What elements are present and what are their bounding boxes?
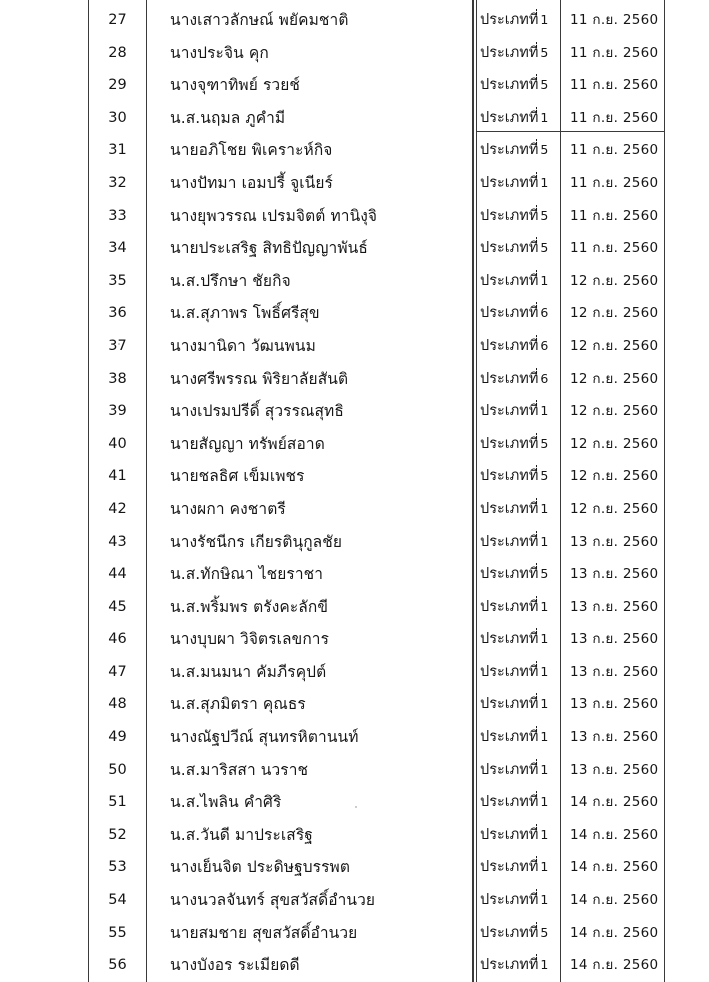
date-cell: 12 ก.ย. 2560 — [570, 468, 659, 485]
category-number: 1 — [540, 794, 549, 810]
date-cell: 12 ก.ย. 2560 — [570, 305, 659, 322]
table-row — [0, 428, 709, 461]
category-number: 1 — [540, 533, 549, 549]
category-label: ประเภทที่ — [480, 566, 539, 583]
row-number: 30 — [108, 109, 127, 126]
date-cell: 13 ก.ย. 2560 — [570, 729, 659, 746]
category-label: ประเภทที่ — [480, 44, 539, 61]
date-cell: 13 ก.ย. 2560 — [570, 533, 659, 550]
row-number: 49 — [108, 729, 127, 746]
registration-table — [0, 4, 709, 982]
category-cell — [480, 105, 548, 131]
category-label: ประเภทที่ — [480, 109, 539, 126]
date-cell: 13 ก.ย. 2560 — [570, 696, 659, 713]
table-row — [0, 819, 709, 852]
category-cell — [480, 952, 548, 978]
category-label: ประเภทที่ — [480, 826, 539, 843]
category-cell — [480, 333, 548, 359]
row-number: 35 — [108, 272, 127, 289]
category-number: 1 — [540, 761, 549, 777]
category-label: ประเภทที่ — [480, 77, 539, 94]
table-row — [0, 558, 709, 591]
date-cell: 13 ก.ย. 2560 — [570, 566, 659, 583]
table-row — [0, 232, 709, 265]
date-cell: 14 ก.ย. 2560 — [570, 794, 659, 811]
category-cell — [480, 626, 548, 652]
person-name: น.ส.ทักษิณา ไชยราชา — [170, 565, 324, 584]
category-cell — [480, 854, 548, 880]
date-cell: 12 ก.ย. 2560 — [570, 370, 659, 387]
category-label: ประเภทที่ — [480, 533, 539, 550]
category-cell — [480, 300, 548, 326]
person-name: นายอภิโชย พิเคราะห์กิจ — [170, 141, 333, 160]
date-cell: 11 ก.ย. 2560 — [570, 142, 659, 159]
row-number: 38 — [108, 370, 127, 387]
table-row — [0, 460, 709, 493]
date-cell: 11 ก.ย. 2560 — [570, 77, 659, 94]
category-cell — [480, 72, 548, 98]
category-cell — [480, 366, 548, 392]
category-cell — [480, 40, 548, 66]
table-row — [0, 330, 709, 363]
row-number: 36 — [108, 305, 127, 322]
row-number: 31 — [108, 142, 127, 159]
category-number: 1 — [540, 12, 549, 27]
person-name: นางรัชนีกร เกียรตินุกูลชัย — [170, 532, 343, 551]
row-number: 39 — [108, 403, 127, 420]
category-cell — [480, 268, 548, 294]
category-number: 1 — [540, 859, 549, 875]
person-name: นายสมชาย สุขสวัสดิ์อำนวย — [170, 923, 358, 942]
category-number: 1 — [540, 663, 549, 679]
category-cell — [480, 7, 548, 33]
category-number: 1 — [540, 500, 549, 516]
date-cell: 11 ก.ย. 2560 — [570, 12, 659, 28]
person-name: นายสัญญา ทรัพย์สอาด — [170, 434, 325, 453]
table-row — [0, 623, 709, 656]
category-cell — [480, 561, 548, 587]
category-cell — [480, 137, 548, 163]
row-number: 41 — [108, 468, 127, 485]
person-name: น.ส.พริ้มพร ตรังคะลักขี — [170, 597, 329, 616]
category-number: 1 — [540, 174, 549, 190]
category-cell — [480, 431, 548, 457]
person-name: นางปัทมา เอมปรี้ จูเนียร์ — [170, 173, 333, 192]
person-name: น.ส.วันดี มาประเสริฐ — [170, 825, 313, 844]
person-name: น.ส.มาริสสา นวราช — [170, 760, 309, 779]
table-row — [0, 493, 709, 526]
category-label: ประเภทที่ — [480, 174, 539, 191]
date-cell: 13 ก.ย. 2560 — [570, 761, 659, 778]
category-number: 1 — [540, 729, 549, 745]
category-number: 5 — [540, 435, 549, 451]
row-number: 43 — [108, 533, 127, 550]
category-cell — [480, 887, 548, 913]
date-cell: 11 ก.ย. 2560 — [570, 240, 659, 257]
row-number: 51 — [108, 794, 127, 811]
category-label: ประเภทที่ — [480, 696, 539, 713]
category-cell — [480, 463, 548, 489]
category-label: ประเภทที่ — [480, 500, 539, 517]
category-label: ประเภทที่ — [480, 924, 539, 941]
table-row — [0, 265, 709, 298]
table-row — [0, 721, 709, 754]
table-row — [0, 363, 709, 396]
category-label: ประเภทที่ — [480, 598, 539, 615]
category-cell — [480, 594, 548, 620]
category-label: ประเภทที่ — [480, 370, 539, 387]
date-cell: 11 ก.ย. 2560 — [570, 207, 659, 224]
date-cell: 13 ก.ย. 2560 — [570, 631, 659, 648]
category-number: 1 — [540, 272, 549, 288]
table-row — [0, 37, 709, 70]
person-name: น.ส.ปรึกษา ชัยกิจ — [170, 271, 291, 290]
category-label: ประเภทที่ — [480, 663, 539, 680]
date-cell: 14 ก.ย. 2560 — [570, 826, 659, 843]
row-number: 50 — [108, 761, 127, 778]
date-cell: 14 ก.ย. 2560 — [570, 859, 659, 876]
person-name: น.ส.สุภาพร โพธิ์ศรีสุข — [170, 304, 320, 323]
person-name: นางมานิดา วัฒนพนม — [170, 336, 316, 355]
row-number: 32 — [108, 174, 127, 191]
category-label: ประเภทที่ — [480, 240, 539, 257]
row-number: 37 — [108, 337, 127, 354]
row-number: 47 — [108, 663, 127, 680]
date-cell: 12 ก.ย. 2560 — [570, 500, 659, 517]
row-number: 52 — [108, 826, 127, 843]
category-label: ประเภทที่ — [480, 859, 539, 876]
category-cell — [480, 203, 548, 229]
table-row — [0, 851, 709, 884]
table-row — [0, 786, 709, 819]
date-cell: 12 ก.ย. 2560 — [570, 272, 659, 289]
date-cell: 13 ก.ย. 2560 — [570, 598, 659, 615]
category-cell — [480, 170, 548, 196]
person-name: นางจุฑาทิพย์ รวยช์ — [170, 76, 300, 95]
row-number: 55 — [108, 924, 127, 941]
row-number: 45 — [108, 598, 127, 615]
date-cell: 12 ก.ย. 2560 — [570, 435, 659, 452]
person-name: น.ส.มนมนา คัมภีรคุปต์ — [170, 662, 327, 681]
category-label: ประเภทที่ — [480, 794, 539, 811]
person-name: นางเสาวลักษณ์ พยัคมชาติ — [170, 11, 349, 29]
table-row — [0, 949, 709, 982]
date-cell: 14 ก.ย. 2560 — [570, 892, 659, 909]
category-number: 5 — [540, 142, 549, 158]
person-name: นางณัฐปวีณ์ สุนทรหิตานนท์ — [170, 728, 359, 747]
category-number: 1 — [540, 598, 549, 614]
date-cell: 11 ก.ย. 2560 — [570, 109, 659, 126]
date-cell: 12 ก.ย. 2560 — [570, 337, 659, 354]
category-number: 5 — [540, 44, 549, 60]
date-cell: 14 ก.ย. 2560 — [570, 924, 659, 941]
row-number: 42 — [108, 500, 127, 517]
category-number: 5 — [540, 207, 549, 223]
category-number: 6 — [540, 370, 549, 386]
category-cell — [480, 235, 548, 261]
category-number: 5 — [540, 566, 549, 582]
table-row — [0, 134, 709, 167]
table-row — [0, 688, 709, 721]
table-row — [0, 656, 709, 689]
category-number: 5 — [540, 240, 549, 256]
category-label: ประเภทที่ — [480, 892, 539, 909]
category-cell — [480, 398, 548, 424]
person-name: นางประจิน คุก — [170, 43, 269, 62]
category-cell — [480, 529, 548, 555]
row-number: 48 — [108, 696, 127, 713]
row-number: 53 — [108, 859, 127, 876]
category-number: 1 — [540, 109, 549, 125]
row-number: 40 — [108, 435, 127, 452]
row-number: 29 — [108, 77, 127, 94]
category-cell — [480, 920, 548, 946]
table-row — [0, 395, 709, 428]
category-cell — [480, 724, 548, 750]
category-label: ประเภทที่ — [480, 142, 539, 159]
category-number: 6 — [540, 337, 549, 353]
category-number: 5 — [540, 924, 549, 940]
category-cell — [480, 757, 548, 783]
date-cell: 11 ก.ย. 2560 — [570, 44, 659, 61]
category-label: ประเภทที่ — [480, 761, 539, 778]
row-number: 54 — [108, 892, 127, 909]
category-label: ประเภทที่ — [480, 468, 539, 485]
category-label: ประเภทที่ — [480, 272, 539, 289]
person-name: นางเย็นจิต ประดิษฐบรรพต — [170, 858, 351, 877]
category-cell — [480, 496, 548, 522]
table-row — [0, 102, 709, 135]
person-name: นายประเสริฐ สิทธิปัญญาพันธ์ — [170, 239, 368, 258]
category-label: ประเภทที่ — [480, 12, 539, 28]
row-number: 44 — [108, 566, 127, 583]
date-cell: 11 ก.ย. 2560 — [570, 174, 659, 191]
person-name: น.ส.สุภมิตรา คุณธร — [170, 695, 306, 714]
row-number: 46 — [108, 631, 127, 648]
category-label: ประเภทที่ — [480, 403, 539, 420]
table-row — [0, 526, 709, 559]
category-cell — [480, 789, 548, 815]
category-number: 1 — [540, 696, 549, 712]
row-number: 28 — [108, 44, 127, 61]
row-number: 34 — [108, 240, 127, 257]
category-cell — [480, 822, 548, 848]
category-label: ประเภทที่ — [480, 435, 539, 452]
category-number: 1 — [540, 957, 549, 973]
person-name: นางผกา คงชาตรี — [170, 499, 286, 518]
date-cell: 12 ก.ย. 2560 — [570, 403, 659, 420]
person-name: นายชลธิศ เข็มเพชร — [170, 467, 305, 486]
person-name: นางศรีพรรณ พิริยาลัยสันติ — [170, 369, 349, 388]
category-cell — [480, 659, 548, 685]
table-row — [0, 591, 709, 624]
date-cell: 13 ก.ย. 2560 — [570, 663, 659, 680]
table-row — [0, 200, 709, 233]
row-number: 27 — [108, 12, 127, 28]
category-label: ประเภทที่ — [480, 631, 539, 648]
category-cell — [480, 691, 548, 717]
person-name: น.ส.นฤมล ภูคำมี — [170, 108, 286, 127]
table-row — [0, 754, 709, 787]
row-number: 33 — [108, 207, 127, 224]
category-label: ประเภทที่ — [480, 337, 539, 354]
person-name: น.ส.ไพลิน คำศิริ — [170, 793, 282, 812]
category-number: 1 — [540, 631, 549, 647]
table-row — [0, 167, 709, 200]
person-name: นางนวลจันทร์ สุขสวัสดิ์อำนวย — [170, 891, 376, 910]
person-name: นางยุพวรรณ เปรมจิตต์ ทานิงุจิ — [170, 206, 378, 225]
date-cell: 14 ก.ย. 2560 — [570, 957, 659, 974]
category-label: ประเภทที่ — [480, 957, 539, 974]
table-row — [0, 884, 709, 917]
person-name: นางบุบผา วิจิตรเลขการ — [170, 630, 330, 649]
category-number: 6 — [540, 305, 549, 321]
person-name: นางบังอร ระเมียดดี — [170, 956, 300, 975]
category-number: 1 — [540, 892, 549, 908]
table-row — [0, 4, 709, 37]
category-number: 1 — [540, 403, 549, 419]
category-label: ประเภทที่ — [480, 207, 539, 224]
table-row — [0, 297, 709, 330]
table-row — [0, 69, 709, 102]
category-label: ประเภทที่ — [480, 305, 539, 322]
person-name: นางเปรมปรีดิ์ สุวรรณสุทธิ — [170, 402, 344, 421]
category-number: 1 — [540, 826, 549, 842]
table-row — [0, 917, 709, 950]
category-number: 5 — [540, 468, 549, 484]
row-number: 56 — [108, 957, 127, 974]
category-number: 5 — [540, 77, 549, 93]
category-label: ประเภทที่ — [480, 729, 539, 746]
